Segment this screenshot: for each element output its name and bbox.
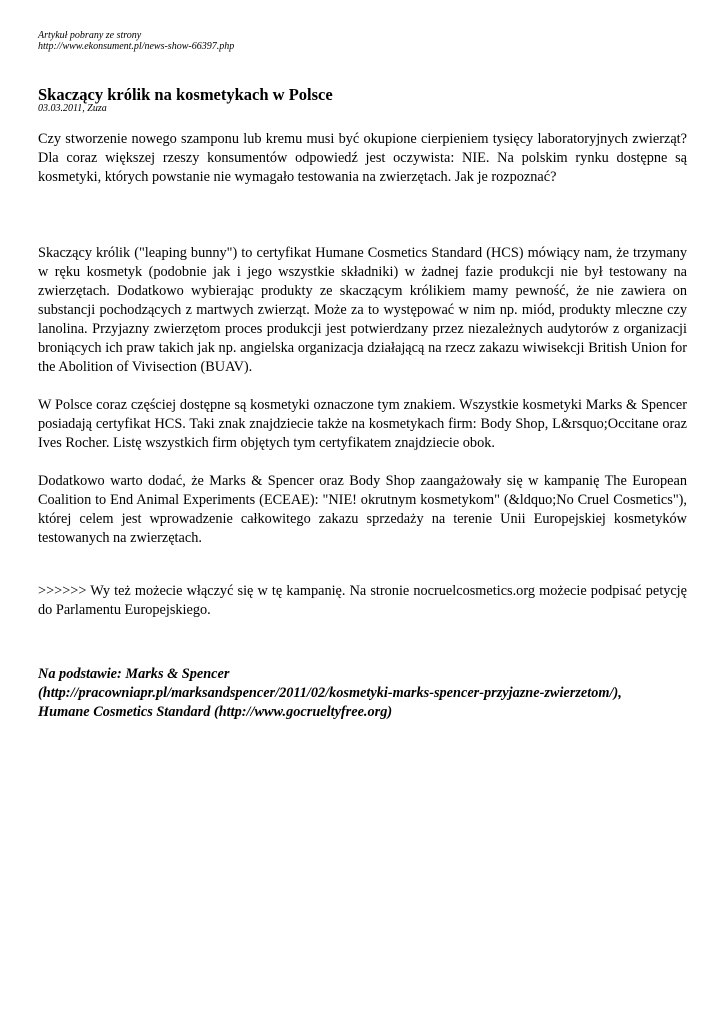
source-info <box>38 30 687 52</box>
credits-line-3: Humane Cosmetics Standard (http://www.gocrueltyfree.org) <box>38 704 393 720</box>
article-date-author: 03.03.2011, Zuza <box>38 103 107 114</box>
source-label: Artykuł pobrany ze strony <box>38 30 142 41</box>
document-page <box>38 30 687 722</box>
article-credits <box>38 665 687 722</box>
paragraph-poland: W Polsce coraz częściej dostępne są kosmetyki oznaczone tym znakiem. Wszystkie kosmetyki Marks & Spencer posiadają certyfikat HCS. Taki znak znajdziecie także na kosmetykach firm: Body Shop, L&rsquo;Occitane oraz Ives Rocher. Listę wszystkich firm objętych tym certyfikatem znajdziecie obok. <box>38 397 687 451</box>
paragraph-petition: >>>>>> Wy też możecie włączyć się w tę kampanię. Na stronie nocruelcosmetics.org możecie podpisać petycję do Parlamentu Europejskiego. <box>38 583 687 618</box>
paragraph-intro: Czy stworzenie nowego szamponu lub kremu musi być okupione cierpieniem tysięcy laboratoryjnych zwierząt? Dla coraz większej rzeszy konsumentów odpowiedź jest oczywista: NIE. Na polskim rynku dostępne są kosmetyki, których powstanie nie wymagało testowania na zwierzętach. Jak je rozpoznać? <box>38 131 687 185</box>
credits-line-2: (http://pracowniapr.pl/marksandspencer/2011/02/kosmetyki-marks-spencer-przyjazne-zwierzetom/), <box>38 685 622 701</box>
source-url: http://www.ekonsument.pl/news-show-66397.php <box>38 41 235 52</box>
paragraph-leaping-bunny: Skaczący królik ("leaping bunny") to certyfikat Humane Cosmetics Standard (HCS) mówiący nam, że trzymany w ręku kosmetyk (podobnie jak i jego wszystkie składniki) w żadnej fazie produkcji nie był testowany na zwierzętach. Dodatkowo wybierając produkty ze skaczącym królikiem mamy pewność, że nie zawiera on substancji pochodzących z martwych zwierząt. Może za to występować w nim np. miód, produkty mleczne czy lanolina. Przyjazny zwierzętom proces produkcji jest potwierdzany przez niezależnych audytorów z organizacji broniących ich praw takich jak np. angielska organizacja działającą na rzecz zakazu wiwisekcji British Union for the Abolition of Vivisection (BUAV). <box>38 245 687 375</box>
credits-line-1: Na podstawie: Marks & Spencer <box>38 666 230 682</box>
article-title: Skaczący królik na kosmetykach w Polsce <box>38 85 333 104</box>
paragraph-campaign: Dodatkowo warto dodać, że Marks & Spencer oraz Body Shop zaangażowały się w kampanię The European Coalition to End Animal Experiments (ECEAE): "NIE! okrutnym kosmetykom" (&ldquo;No Cruel Cosmetics"), której celem jest wprowadzenie całkowitego zakazu sprzedaży na terenie Unii Europejskiej kosmetyków testowanych na zwierzętach. <box>38 473 687 546</box>
